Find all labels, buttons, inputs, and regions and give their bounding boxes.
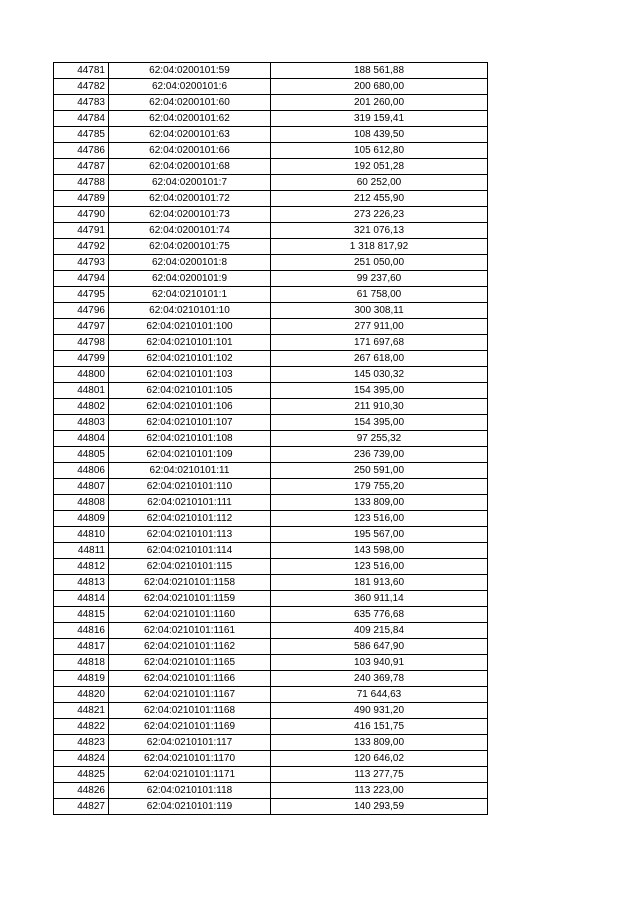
table-row	[54, 767, 488, 783]
row-number-cell: 44790	[54, 207, 109, 223]
row-number-cell: 44804	[54, 431, 109, 447]
table-row	[54, 79, 488, 95]
table-row	[54, 431, 488, 447]
table-row	[54, 319, 488, 335]
cadastral-value-cell: 123 516,00	[271, 511, 488, 527]
cadastral-number-cell: 62:04:0210101:1160	[109, 607, 271, 623]
row-number-cell: 44803	[54, 415, 109, 431]
row-number-cell: 44793	[54, 255, 109, 271]
cadastral-number-cell: 62:04:0200101:68	[109, 159, 271, 175]
cadastral-value-cell: 319 159,41	[271, 111, 488, 127]
cadastral-number-cell: 62:04:0210101:1168	[109, 703, 271, 719]
table-row	[54, 495, 488, 511]
table-row	[54, 351, 488, 367]
cadastral-number-cell: 62:04:0210101:105	[109, 383, 271, 399]
table-row	[54, 543, 488, 559]
row-number-cell: 44789	[54, 191, 109, 207]
row-number-cell: 44816	[54, 623, 109, 639]
cadastral-value-table	[53, 62, 488, 815]
row-number-cell: 44817	[54, 639, 109, 655]
table-row	[54, 223, 488, 239]
cadastral-value-cell: 635 776,68	[271, 607, 488, 623]
table-row	[54, 367, 488, 383]
row-number-cell: 44801	[54, 383, 109, 399]
cadastral-number-cell: 62:04:0210101:1166	[109, 671, 271, 687]
cadastral-number-cell: 62:04:0200101:62	[109, 111, 271, 127]
cadastral-number-cell: 62:04:0210101:1167	[109, 687, 271, 703]
cadastral-number-cell: 62:04:0210101:11	[109, 463, 271, 479]
cadastral-value-cell: 416 151,75	[271, 719, 488, 735]
row-number-cell: 44797	[54, 319, 109, 335]
row-number-cell: 44796	[54, 303, 109, 319]
table-row	[54, 463, 488, 479]
table-row	[54, 111, 488, 127]
table-row	[54, 591, 488, 607]
table-row	[54, 207, 488, 223]
row-number-cell: 44827	[54, 799, 109, 815]
cadastral-value-cell: 300 308,11	[271, 303, 488, 319]
row-number-cell: 44805	[54, 447, 109, 463]
cadastral-value-cell: 71 644,63	[271, 687, 488, 703]
cadastral-value-cell: 154 395,00	[271, 415, 488, 431]
cadastral-number-cell: 62:04:0200101:72	[109, 191, 271, 207]
cadastral-number-cell: 62:04:0210101:110	[109, 479, 271, 495]
table-row	[54, 175, 488, 191]
row-number-cell: 44823	[54, 735, 109, 751]
cadastral-value-cell: 201 260,00	[271, 95, 488, 111]
table-row	[54, 639, 488, 655]
table-row	[54, 383, 488, 399]
cadastral-value-cell: 171 697,68	[271, 335, 488, 351]
table-row	[54, 255, 488, 271]
table-row	[54, 511, 488, 527]
cadastral-value-cell: 211 910,30	[271, 399, 488, 415]
cadastral-number-cell: 62:04:0210101:106	[109, 399, 271, 415]
cadastral-number-cell: 62:04:0210101:107	[109, 415, 271, 431]
cadastral-value-cell: 179 755,20	[271, 479, 488, 495]
cadastral-value-cell: 490 931,20	[271, 703, 488, 719]
cadastral-number-cell: 62:04:0210101:101	[109, 335, 271, 351]
cadastral-number-cell: 62:04:0200101:7	[109, 175, 271, 191]
row-number-cell: 44824	[54, 751, 109, 767]
row-number-cell: 44812	[54, 559, 109, 575]
cadastral-value-cell: 409 215,84	[271, 623, 488, 639]
row-number-cell: 44815	[54, 607, 109, 623]
row-number-cell: 44813	[54, 575, 109, 591]
cadastral-number-cell: 62:04:0210101:119	[109, 799, 271, 815]
row-number-cell: 44785	[54, 127, 109, 143]
row-number-cell: 44792	[54, 239, 109, 255]
table-row	[54, 479, 488, 495]
table-row	[54, 799, 488, 815]
cadastral-number-cell: 62:04:0210101:118	[109, 783, 271, 799]
cadastral-value-cell: 120 646,02	[271, 751, 488, 767]
cadastral-value-cell: 133 809,00	[271, 495, 488, 511]
row-number-cell: 44807	[54, 479, 109, 495]
row-number-cell: 44820	[54, 687, 109, 703]
cadastral-value-cell: 181 913,60	[271, 575, 488, 591]
cadastral-number-cell: 62:04:0200101:63	[109, 127, 271, 143]
cadastral-value-cell: 188 561,88	[271, 63, 488, 79]
table-row	[54, 415, 488, 431]
table-row	[54, 703, 488, 719]
row-number-cell: 44826	[54, 783, 109, 799]
row-number-cell: 44783	[54, 95, 109, 111]
cadastral-value-cell: 97 255,32	[271, 431, 488, 447]
cadastral-value-cell: 251 050,00	[271, 255, 488, 271]
cadastral-number-cell: 62:04:0210101:103	[109, 367, 271, 383]
cadastral-number-cell: 62:04:0210101:100	[109, 319, 271, 335]
row-number-cell: 44791	[54, 223, 109, 239]
cadastral-value-cell: 108 439,50	[271, 127, 488, 143]
cadastral-number-cell: 62:04:0210101:1169	[109, 719, 271, 735]
table-body	[54, 63, 488, 815]
cadastral-number-cell: 62:04:0210101:112	[109, 511, 271, 527]
table-row	[54, 671, 488, 687]
cadastral-number-cell: 62:04:0210101:10	[109, 303, 271, 319]
table-row	[54, 559, 488, 575]
cadastral-value-cell: 212 455,90	[271, 191, 488, 207]
cadastral-number-cell: 62:04:0210101:1	[109, 287, 271, 303]
table-row	[54, 335, 488, 351]
cadastral-number-cell: 62:04:0210101:114	[109, 543, 271, 559]
row-number-cell: 44814	[54, 591, 109, 607]
cadastral-value-cell: 240 369,78	[271, 671, 488, 687]
cadastral-value-cell: 133 809,00	[271, 735, 488, 751]
row-number-cell: 44794	[54, 271, 109, 287]
row-number-cell: 44821	[54, 703, 109, 719]
cadastral-value-cell: 61 758,00	[271, 287, 488, 303]
row-number-cell: 44786	[54, 143, 109, 159]
table-row	[54, 447, 488, 463]
row-number-cell: 44806	[54, 463, 109, 479]
cadastral-number-cell: 62:04:0210101:1170	[109, 751, 271, 767]
table-row	[54, 191, 488, 207]
cadastral-value-cell: 277 911,00	[271, 319, 488, 335]
cadastral-value-cell: 360 911,14	[271, 591, 488, 607]
table-row	[54, 735, 488, 751]
cadastral-value-cell: 250 591,00	[271, 463, 488, 479]
cadastral-number-cell: 62:04:0210101:1159	[109, 591, 271, 607]
row-number-cell: 44802	[54, 399, 109, 415]
cadastral-number-cell: 62:04:0210101:117	[109, 735, 271, 751]
row-number-cell: 44810	[54, 527, 109, 543]
cadastral-value-cell: 586 647,90	[271, 639, 488, 655]
cadastral-value-cell: 140 293,59	[271, 799, 488, 815]
cadastral-value-cell: 154 395,00	[271, 383, 488, 399]
table-row	[54, 303, 488, 319]
cadastral-number-cell: 62:04:0200101:9	[109, 271, 271, 287]
cadastral-value-cell: 195 567,00	[271, 527, 488, 543]
row-number-cell: 44822	[54, 719, 109, 735]
table-row	[54, 127, 488, 143]
row-number-cell: 44811	[54, 543, 109, 559]
cadastral-value-cell: 236 739,00	[271, 447, 488, 463]
cadastral-value-cell: 60 252,00	[271, 175, 488, 191]
cadastral-number-cell: 62:04:0200101:8	[109, 255, 271, 271]
cadastral-value-cell: 123 516,00	[271, 559, 488, 575]
table-row	[54, 687, 488, 703]
table-row	[54, 159, 488, 175]
cadastral-number-cell: 62:04:0210101:1165	[109, 655, 271, 671]
cadastral-number-cell: 62:04:0210101:113	[109, 527, 271, 543]
row-number-cell: 44818	[54, 655, 109, 671]
cadastral-number-cell: 62:04:0210101:111	[109, 495, 271, 511]
cadastral-value-cell: 145 030,32	[271, 367, 488, 383]
cadastral-value-cell: 99 237,60	[271, 271, 488, 287]
cadastral-value-cell: 113 277,75	[271, 767, 488, 783]
cadastral-number-cell: 62:04:0210101:1158	[109, 575, 271, 591]
row-number-cell: 44800	[54, 367, 109, 383]
cadastral-value-cell: 1 318 817,92	[271, 239, 488, 255]
cadastral-number-cell: 62:04:0210101:1162	[109, 639, 271, 655]
table-row	[54, 719, 488, 735]
table-row	[54, 783, 488, 799]
row-number-cell: 44784	[54, 111, 109, 127]
table-row	[54, 95, 488, 111]
row-number-cell: 44788	[54, 175, 109, 191]
table-row	[54, 655, 488, 671]
cadastral-number-cell: 62:04:0200101:59	[109, 63, 271, 79]
table-row	[54, 399, 488, 415]
row-number-cell: 44782	[54, 79, 109, 95]
cadastral-value-cell: 200 680,00	[271, 79, 488, 95]
cadastral-value-cell: 267 618,00	[271, 351, 488, 367]
table-row	[54, 287, 488, 303]
cadastral-number-cell: 62:04:0210101:109	[109, 447, 271, 463]
table-row	[54, 271, 488, 287]
table-row	[54, 751, 488, 767]
cadastral-number-cell: 62:04:0200101:6	[109, 79, 271, 95]
cadastral-number-cell: 62:04:0210101:1171	[109, 767, 271, 783]
cadastral-value-cell: 321 076,13	[271, 223, 488, 239]
cadastral-value-cell: 192 051,28	[271, 159, 488, 175]
table-row	[54, 143, 488, 159]
cadastral-number-cell: 62:04:0200101:73	[109, 207, 271, 223]
cadastral-value-cell: 103 940,91	[271, 655, 488, 671]
row-number-cell: 44809	[54, 511, 109, 527]
cadastral-number-cell: 62:04:0200101:75	[109, 239, 271, 255]
cadastral-value-cell: 113 223,00	[271, 783, 488, 799]
table-row	[54, 607, 488, 623]
row-number-cell: 44825	[54, 767, 109, 783]
row-number-cell: 44798	[54, 335, 109, 351]
cadastral-number-cell: 62:04:0210101:108	[109, 431, 271, 447]
table-row	[54, 63, 488, 79]
cadastral-number-cell: 62:04:0210101:102	[109, 351, 271, 367]
table-row	[54, 239, 488, 255]
cadastral-value-cell: 273 226,23	[271, 207, 488, 223]
cadastral-value-cell: 105 612,80	[271, 143, 488, 159]
row-number-cell: 44781	[54, 63, 109, 79]
row-number-cell: 44808	[54, 495, 109, 511]
table-row	[54, 527, 488, 543]
cadastral-number-cell: 62:04:0210101:1161	[109, 623, 271, 639]
table-row	[54, 575, 488, 591]
row-number-cell: 44799	[54, 351, 109, 367]
table-row	[54, 623, 488, 639]
cadastral-number-cell: 62:04:0200101:74	[109, 223, 271, 239]
cadastral-number-cell: 62:04:0210101:115	[109, 559, 271, 575]
cadastral-value-cell: 143 598,00	[271, 543, 488, 559]
row-number-cell: 44787	[54, 159, 109, 175]
row-number-cell: 44819	[54, 671, 109, 687]
row-number-cell: 44795	[54, 287, 109, 303]
cadastral-number-cell: 62:04:0200101:66	[109, 143, 271, 159]
cadastral-number-cell: 62:04:0200101:60	[109, 95, 271, 111]
